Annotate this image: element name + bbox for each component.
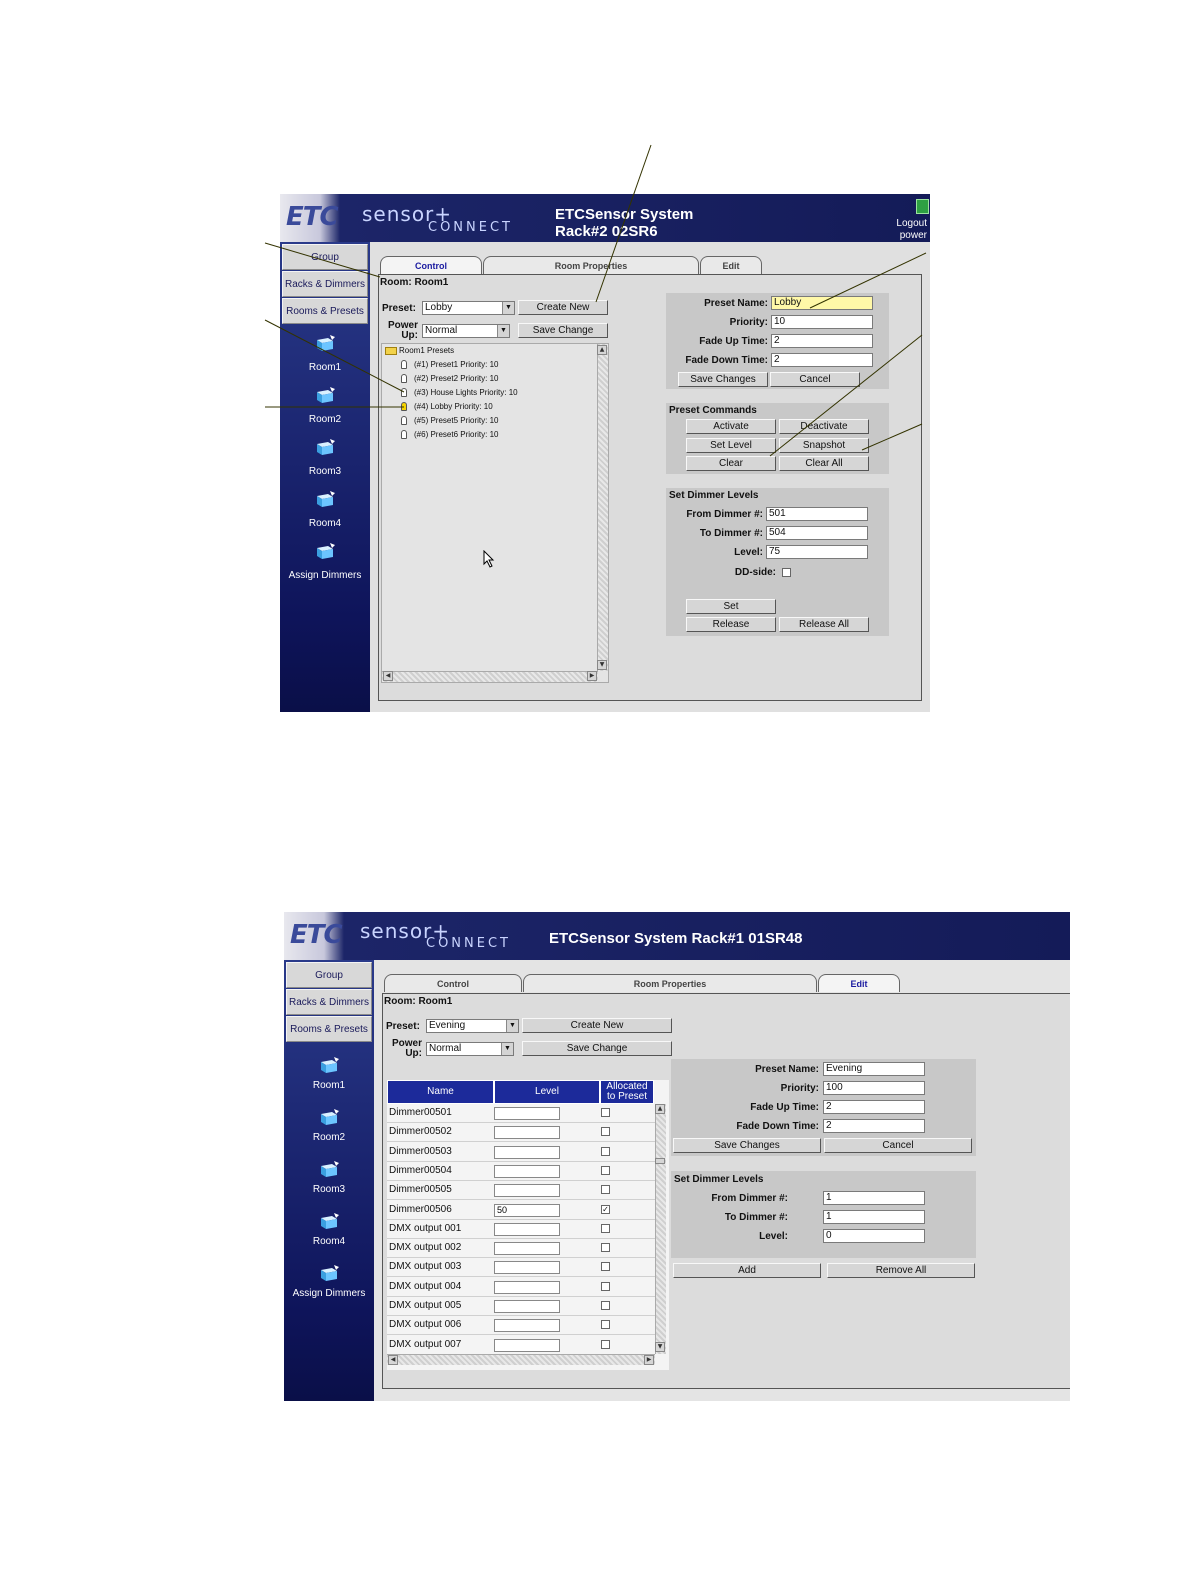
table-row: [387, 1143, 655, 1162]
scroll-handle[interactable]: [655, 1158, 665, 1164]
level-input[interactable]: [494, 1281, 560, 1294]
set-button[interactable]: Set: [686, 599, 776, 614]
level-input[interactable]: [494, 1319, 560, 1332]
dimmer-name: Dimmer00503: [389, 1145, 452, 1157]
sensor-logo: sensor+: [362, 202, 453, 226]
from-dimmer-label: From Dimmer #:: [686, 509, 763, 520]
powerup-select[interactable]: Normal ▼: [426, 1042, 514, 1056]
from-dimmer-input[interactable]: 1: [823, 1191, 925, 1205]
priority-input[interactable]: 10: [771, 315, 873, 329]
save-changes-button[interactable]: Save Changes: [673, 1138, 821, 1153]
to-dimmer-input[interactable]: 1: [823, 1210, 925, 1224]
level-input[interactable]: 0: [823, 1229, 925, 1243]
level-input[interactable]: [494, 1165, 560, 1178]
dd-side-label: DD-side:: [734, 567, 776, 578]
allocated-checkbox[interactable]: [601, 1185, 610, 1194]
cancel-button[interactable]: Cancel: [824, 1138, 972, 1153]
priority-label: Priority:: [729, 317, 768, 328]
col-header-level: Level: [494, 1080, 600, 1104]
preset-label: Preset:: [382, 303, 416, 314]
logout-link[interactable]: Logout power: [896, 218, 927, 241]
sidebar: [284, 960, 374, 1401]
chevron-down-icon[interactable]: ▼: [506, 1020, 518, 1032]
dimmer-name: Dimmer00504: [389, 1164, 452, 1176]
room-title: Room: Room1: [384, 996, 453, 1007]
etc-logo: ETC: [290, 920, 342, 950]
level-input[interactable]: [494, 1146, 560, 1159]
save-changes-button[interactable]: Save Changes: [678, 372, 768, 387]
sidebar-rooms-button[interactable]: Rooms & Presets: [286, 1016, 372, 1042]
preset-name-label: Preset Name:: [704, 298, 768, 309]
scroll-right-icon[interactable]: ▶: [587, 671, 597, 681]
tree-item-preset2[interactable]: (#2) Preset2 Priority: 10: [414, 374, 499, 383]
dimmer-rows: [387, 1104, 655, 1354]
priority-label: Priority:: [780, 1083, 819, 1094]
tab-room-properties[interactable]: Room Properties: [523, 974, 817, 992]
level-input[interactable]: [494, 1184, 560, 1197]
preset-label: Preset:: [386, 1021, 420, 1032]
col-header-allocated: Allocated to Preset: [600, 1080, 654, 1104]
deactivate-button[interactable]: Deactivate: [779, 419, 869, 434]
allocated-checkbox[interactable]: [601, 1282, 610, 1291]
edit-panel: [382, 993, 1070, 1389]
sidebar-room3[interactable]: Room3: [312, 1184, 346, 1195]
table-row: [387, 1201, 655, 1220]
dimmer-name: DMX output 006: [389, 1319, 462, 1331]
table-row: [387, 1336, 655, 1355]
level-input[interactable]: [494, 1126, 560, 1139]
level-label: Level:: [734, 547, 763, 558]
sidebar-group-button[interactable]: Group: [286, 962, 372, 988]
to-dimmer-input[interactable]: 504: [766, 526, 868, 540]
release-all-button[interactable]: Release All: [779, 617, 869, 632]
fade-down-label: Fade Down Time:: [685, 355, 768, 366]
tab-edit[interactable]: Edit: [700, 256, 762, 274]
dimmer-name: DMX output 007: [389, 1338, 462, 1350]
set-dimmer-levels-title: Set Dimmer Levels: [669, 490, 759, 501]
sensor-logo: sensor+: [360, 919, 451, 943]
chevron-down-icon[interactable]: ▼: [497, 325, 509, 337]
tree-item-house-lights[interactable]: (#3) House Lights Priority: 10: [414, 388, 518, 397]
sidebar-room3[interactable]: Room3: [308, 466, 342, 477]
chevron-down-icon[interactable]: ▼: [501, 1043, 513, 1055]
level-input[interactable]: 75: [766, 545, 868, 559]
chevron-down-icon[interactable]: ▼: [502, 302, 514, 314]
allocated-checkbox[interactable]: [601, 1320, 610, 1329]
table-row: [387, 1162, 655, 1181]
scroll-down-icon[interactable]: ▼: [597, 660, 607, 670]
table-row: [387, 1258, 655, 1277]
table-row: [387, 1181, 655, 1200]
sidebar-room2[interactable]: Room2: [308, 414, 342, 425]
system-title: ETCSensor System Rack#1 01SR48: [549, 930, 803, 947]
fade-up-input[interactable]: 2: [823, 1100, 925, 1114]
tab-edit[interactable]: Edit: [818, 974, 900, 992]
dimmer-name: Dimmer00505: [389, 1184, 452, 1196]
create-new-button[interactable]: Create New: [518, 300, 608, 315]
to-dimmer-label: To Dimmer #:: [724, 1212, 788, 1223]
etc-logo: ETC: [286, 202, 338, 232]
dimmer-name: Dimmer00502: [389, 1126, 452, 1138]
preset-name-input[interactable]: Evening: [823, 1062, 925, 1076]
dimmer-name: DMX output 004: [389, 1280, 462, 1292]
tab-control[interactable]: Control: [380, 256, 482, 274]
callout-lines: [0, 0, 1188, 760]
activate-button[interactable]: Activate: [686, 419, 776, 434]
sidebar-rooms-button[interactable]: Rooms & Presets: [282, 298, 368, 324]
tree-item-lobby[interactable]: (#4) Lobby Priority: 10: [414, 402, 493, 411]
add-button[interactable]: Add: [673, 1263, 821, 1278]
fade-down-input[interactable]: 2: [823, 1119, 925, 1133]
dimmer-table: [387, 1080, 669, 1370]
scroll-left-icon[interactable]: ◀: [383, 671, 393, 681]
table-row: [387, 1278, 655, 1297]
cancel-button[interactable]: Cancel: [770, 372, 860, 387]
table-horizontal-scrollbar[interactable]: [387, 1354, 655, 1365]
sidebar-room4[interactable]: Room4: [308, 518, 342, 529]
allocated-checkbox[interactable]: [601, 1340, 610, 1349]
allocated-checkbox[interactable]: [601, 1224, 610, 1233]
room4-icon[interactable]: [318, 1212, 340, 1230]
allocated-checkbox[interactable]: [601, 1262, 610, 1271]
room3-icon[interactable]: [318, 1160, 340, 1178]
level-input[interactable]: [494, 1223, 560, 1236]
sidebar-racks-button[interactable]: Racks & Dimmers: [282, 271, 368, 297]
create-new-button[interactable]: Create New: [522, 1018, 672, 1033]
room-title: Room: Room1: [380, 277, 449, 288]
fade-down-input[interactable]: 2: [771, 353, 873, 367]
dimmer-name: DMX output 003: [389, 1261, 462, 1273]
sidebar-assign-dimmers[interactable]: Assign Dimmers: [292, 1288, 366, 1299]
allocated-checkbox[interactable]: [601, 1166, 610, 1175]
level-input[interactable]: [494, 1300, 560, 1313]
dimmer-name: DMX output 002: [389, 1242, 462, 1254]
sidebar-room1[interactable]: Room1: [308, 362, 342, 373]
scroll-down-icon[interactable]: ▼: [655, 1342, 665, 1352]
table-row: [387, 1297, 655, 1316]
preset-commands-title: Preset Commands: [669, 405, 757, 416]
save-change-button[interactable]: Save Change: [522, 1041, 672, 1056]
preset-select[interactable]: Evening ▼: [426, 1019, 519, 1033]
tab-room-properties[interactable]: Room Properties: [483, 256, 699, 274]
sidebar-room4[interactable]: Room4: [312, 1236, 346, 1247]
allocated-checkbox[interactable]: [601, 1127, 610, 1136]
clear-button[interactable]: Clear: [686, 456, 776, 471]
snapshot-button[interactable]: Snapshot: [779, 438, 869, 453]
clear-all-button[interactable]: Clear All: [779, 456, 869, 471]
connect-logo: CONNECT: [426, 936, 511, 951]
level-label: Level:: [759, 1231, 788, 1242]
table-row: [387, 1220, 655, 1239]
level-input[interactable]: [494, 1261, 560, 1274]
priority-input[interactable]: 100: [823, 1081, 925, 1095]
tab-control[interactable]: Control: [384, 974, 522, 992]
connect-logo: CONNECT: [428, 220, 513, 235]
release-button[interactable]: Release: [686, 617, 776, 632]
sidebar-racks-button[interactable]: Racks & Dimmers: [286, 989, 372, 1015]
dimmer-name: Dimmer00506: [389, 1203, 452, 1215]
level-input[interactable]: [494, 1242, 560, 1255]
sidebar-group-button[interactable]: Group: [282, 244, 368, 270]
dimmer-name: DMX output 005: [389, 1300, 462, 1311]
table-row: [387, 1239, 655, 1258]
allocated-checkbox[interactable]: [601, 1147, 610, 1156]
level-input[interactable]: [494, 1107, 560, 1120]
tree-item-preset6[interactable]: (#6) Preset6 Priority: 10: [414, 430, 499, 439]
room1-icon[interactable]: [318, 1056, 340, 1074]
to-dimmer-label: To Dimmer #:: [699, 528, 763, 539]
fade-down-label: Fade Down Time:: [736, 1121, 819, 1132]
remove-all-button[interactable]: Remove All: [827, 1263, 975, 1278]
table-row: [387, 1104, 655, 1123]
sidebar-room2[interactable]: Room2: [312, 1132, 346, 1143]
allocated-checkbox[interactable]: [601, 1301, 610, 1310]
table-row: [387, 1123, 655, 1142]
preset-name-input[interactable]: Lobby: [771, 296, 873, 310]
tree-item-preset5[interactable]: (#5) Preset5 Priority: 10: [414, 416, 499, 425]
scroll-up-icon[interactable]: ▲: [655, 1104, 665, 1114]
table-vertical-scrollbar[interactable]: [655, 1104, 666, 1354]
allocated-checkbox[interactable]: ✓: [602, 1204, 609, 1214]
preset-properties-group: [671, 1059, 976, 1156]
tree-item-preset1[interactable]: (#1) Preset1 Priority: 10: [414, 360, 499, 369]
banner: [284, 912, 1070, 960]
set-dimmer-levels-group: [671, 1171, 976, 1258]
powerup-select[interactable]: Normal ▼: [422, 324, 510, 338]
fade-up-input[interactable]: 2: [771, 334, 873, 348]
scroll-up-icon[interactable]: ▲: [597, 345, 607, 355]
dimmer-name: Dimmer00501: [389, 1107, 452, 1118]
assign-dimmers-icon[interactable]: [318, 1264, 340, 1282]
sidebar-assign-dimmers[interactable]: Assign Dimmers: [288, 570, 362, 581]
set-level-button[interactable]: Set Level: [686, 438, 776, 453]
allocated-checkbox[interactable]: [601, 1108, 610, 1117]
table-row: [387, 1316, 655, 1335]
room2-icon[interactable]: [318, 1108, 340, 1126]
dimmer-name: DMX output 001: [389, 1222, 462, 1234]
system-title: ETCSensor System Rack#2 02SR6: [555, 206, 694, 240]
scroll-right-icon[interactable]: ▶: [644, 1355, 654, 1365]
powerup-label: Power Up:: [387, 320, 418, 341]
edit-screenshot: [284, 912, 1070, 1401]
preset-name-label: Preset Name:: [755, 1064, 819, 1075]
col-header-name: Name: [387, 1080, 494, 1104]
tree-root[interactable]: Room1 Presets: [399, 346, 455, 355]
from-dimmer-label: From Dimmer #:: [711, 1193, 788, 1204]
powerup-label: Power Up:: [391, 1038, 422, 1059]
preset-select[interactable]: Lobby ▼: [422, 301, 515, 315]
fade-up-label: Fade Up Time:: [699, 336, 768, 347]
level-input[interactable]: 50: [494, 1204, 560, 1217]
allocated-checkbox[interactable]: [601, 1243, 610, 1252]
from-dimmer-input[interactable]: 501: [766, 507, 868, 521]
scroll-left-icon[interactable]: ◀: [388, 1355, 398, 1365]
fade-up-label: Fade Up Time:: [750, 1102, 819, 1113]
set-dimmer-levels-title: Set Dimmer Levels: [674, 1174, 764, 1185]
sidebar-room1[interactable]: Room1: [312, 1080, 346, 1091]
level-input[interactable]: [494, 1339, 560, 1352]
save-change-button[interactable]: Save Change: [518, 323, 608, 338]
